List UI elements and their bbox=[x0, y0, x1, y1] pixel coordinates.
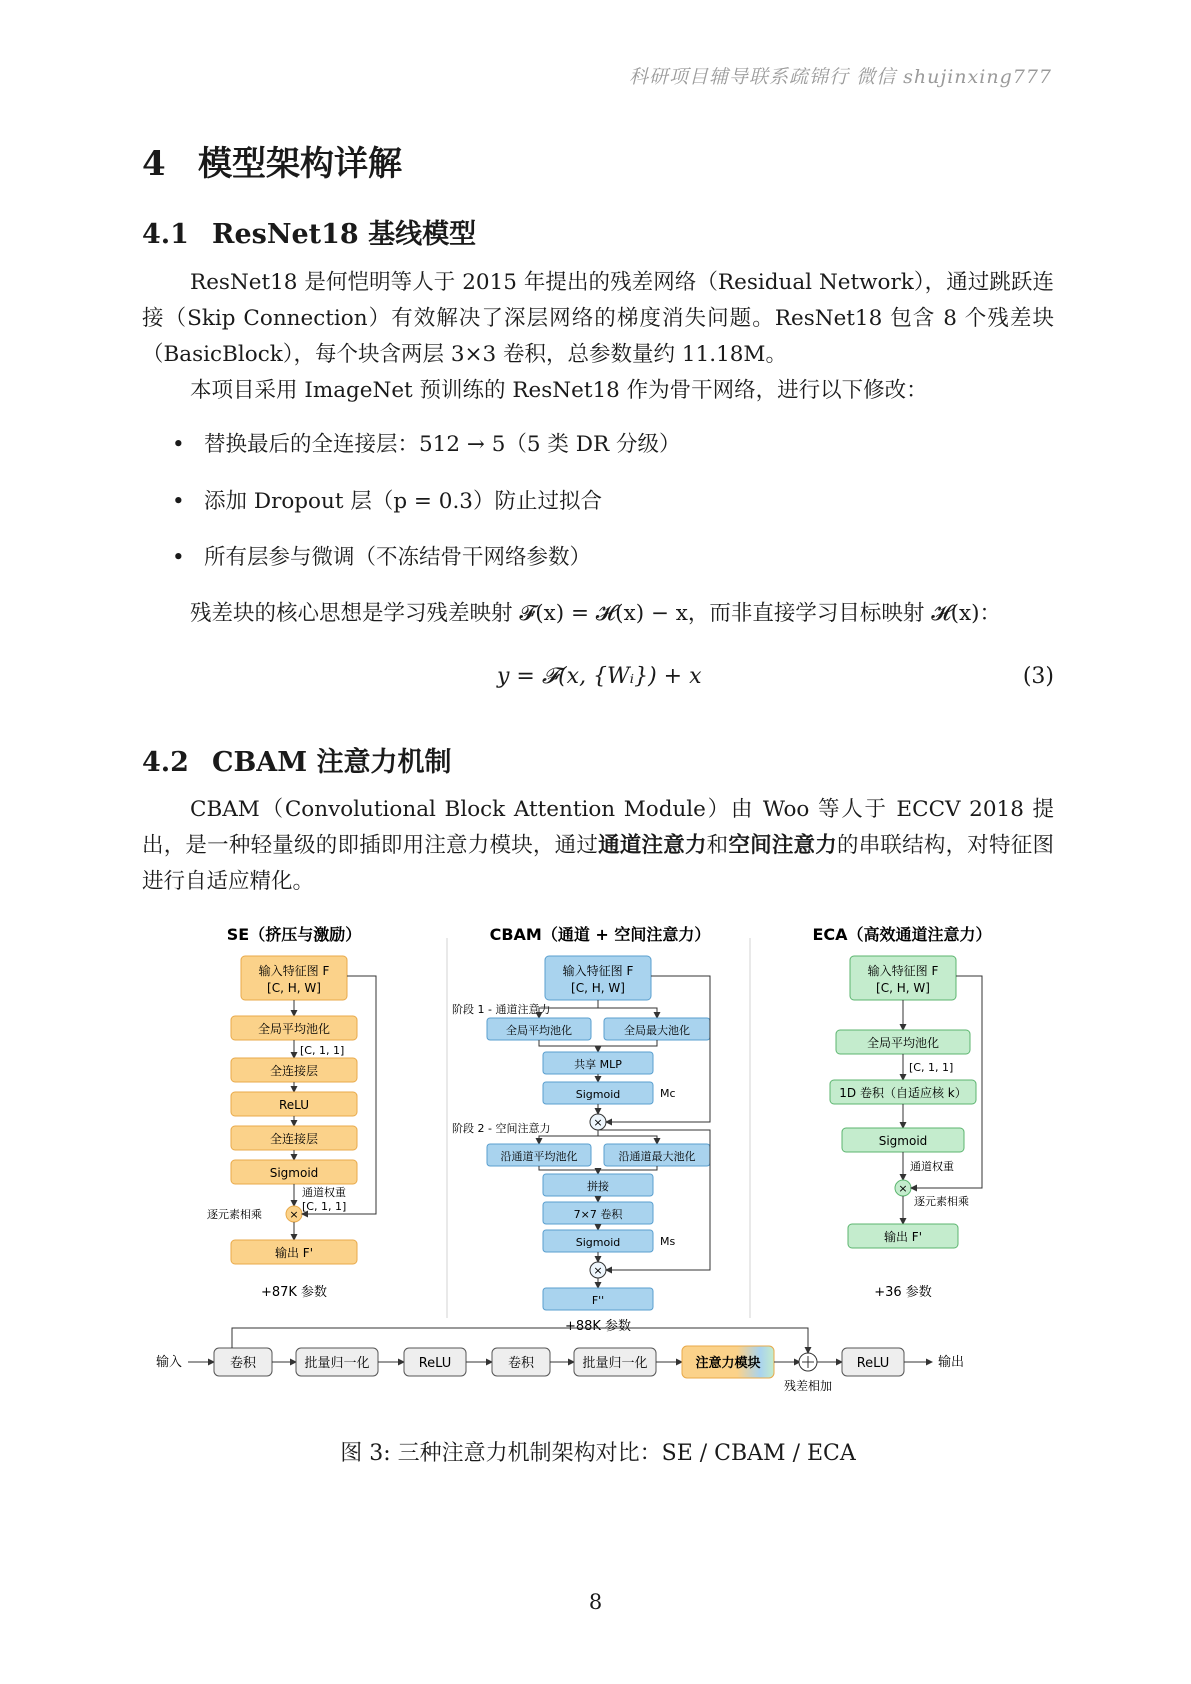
cbam-sigmoid1-box bbox=[543, 1082, 653, 1104]
figure-label: 逐元素相乘 bbox=[207, 1208, 262, 1221]
eca-title: ECA（高效通道注意力） bbox=[812, 925, 992, 944]
pipeline-conv1-box bbox=[214, 1348, 272, 1376]
paragraph-modifications: 本项目采用 ImageNet 预训练的 ResNet18 作为骨干网络，进行以下修改： bbox=[190, 378, 928, 403]
figure-label: Ms bbox=[660, 1235, 676, 1248]
figure-label: 注意力模块 bbox=[695, 1356, 761, 1371]
se-relu-box bbox=[231, 1092, 357, 1116]
figure-label: 输入特征图 F bbox=[867, 964, 939, 978]
subsection-number: 4.1 bbox=[142, 219, 189, 250]
figure-label: 沿通道最大池化 bbox=[618, 1150, 696, 1163]
section-number: 4 bbox=[142, 144, 166, 184]
se-gap-box bbox=[231, 1016, 357, 1040]
figure-label: 通道权重 bbox=[302, 1186, 346, 1199]
figure-label: [C, H, W] bbox=[876, 981, 930, 995]
se-fc1-box bbox=[231, 1058, 357, 1082]
se-sigmoid-box bbox=[231, 1160, 357, 1184]
se-output-box bbox=[231, 1240, 357, 1264]
bullet-item: • 添加 Dropout 层（p = 0.3）防止过拟合 bbox=[172, 489, 602, 514]
page-number: 8 bbox=[588, 1590, 603, 1614]
residual-add-icon bbox=[799, 1353, 817, 1371]
cbam-output-box bbox=[543, 1288, 653, 1310]
se-multiply-icon bbox=[286, 1206, 302, 1222]
equation-3 bbox=[142, 664, 1054, 700]
residual-label: 残差相加 bbox=[783, 1379, 833, 1393]
figure-label: 全局最大池化 bbox=[624, 1024, 690, 1037]
svg-text:×: × bbox=[898, 1182, 908, 1195]
subsection-title: CBAM 注意力机制 bbox=[212, 747, 452, 778]
figure-label: 通道权重 bbox=[910, 1160, 954, 1173]
figure-label: Sigmoid bbox=[878, 1134, 928, 1148]
figure-label: +36 参数 bbox=[874, 1285, 932, 1300]
figure-label: 批量归一化 bbox=[582, 1356, 648, 1371]
pipeline-bn2-box bbox=[574, 1348, 656, 1376]
figure-label: [C, 1, 1] bbox=[909, 1061, 954, 1074]
pipeline-relu1-box bbox=[404, 1348, 466, 1376]
pipeline-conv2-box bbox=[492, 1348, 550, 1376]
figure-label: ReLU bbox=[418, 1356, 452, 1371]
figure-caption: 图 3: 三种注意力机制架构对比：SE / CBAM / ECA bbox=[340, 1441, 856, 1466]
figure-label: Sigmoid bbox=[269, 1166, 319, 1180]
figure-label: 输入特征图 F bbox=[562, 964, 634, 978]
figure-label: [C, H, W] bbox=[571, 981, 625, 995]
eca-input-box bbox=[850, 956, 956, 1000]
figure-label: F'' bbox=[591, 1294, 605, 1307]
cbam-cmp-box bbox=[604, 1144, 710, 1166]
figure-label: 拼接 bbox=[587, 1180, 609, 1193]
bullet-item: • 所有层参与微调（不冻结骨干网络参数） bbox=[172, 545, 592, 570]
figure-label: 全连接层 bbox=[269, 1064, 319, 1078]
figure-label: 卷积 bbox=[507, 1356, 535, 1371]
svg-text:×: × bbox=[593, 1116, 603, 1129]
equation-tag: (3) bbox=[1022, 664, 1054, 689]
se-fc2-box bbox=[231, 1126, 357, 1150]
figure-label: Sigmoid bbox=[575, 1236, 621, 1249]
subsection-number: 4.2 bbox=[142, 747, 189, 778]
se-title: SE（挤压与激励） bbox=[226, 925, 362, 944]
pipeline-input-label: 输入 bbox=[156, 1355, 183, 1370]
section-heading bbox=[142, 136, 402, 185]
equation-body: y = 𝓕(x, {Wᵢ}) + x bbox=[497, 664, 702, 689]
figure-label: 输入特征图 F bbox=[258, 964, 330, 978]
subsection-heading-4-2 bbox=[142, 740, 452, 779]
figure-label: 沿通道平均池化 bbox=[500, 1150, 578, 1163]
figure-label: 阶段 1 - 通道注意力 bbox=[452, 1003, 551, 1016]
cbam-gap-box bbox=[487, 1018, 591, 1040]
figure-label: 批量归一化 bbox=[304, 1356, 370, 1371]
figure-label: 输出 F' bbox=[274, 1246, 314, 1260]
figure-label: 全局平均池化 bbox=[506, 1024, 572, 1037]
cbam-title: CBAM（通道 + 空间注意力） bbox=[489, 925, 711, 944]
cbam-multiply2-icon bbox=[590, 1262, 606, 1278]
figure-label: [C, 1, 1] bbox=[300, 1044, 345, 1057]
figure-label: 全连接层 bbox=[269, 1132, 319, 1146]
figure-label: 输出 F' bbox=[883, 1230, 923, 1244]
eca-conv-box bbox=[830, 1080, 976, 1104]
svg-text:×: × bbox=[289, 1208, 299, 1221]
figure-label: [C, H, W] bbox=[267, 981, 321, 995]
attention-architecture-figure bbox=[142, 918, 1054, 1418]
figure-label: 阶段 2 - 空间注意力 bbox=[452, 1122, 551, 1135]
page-header: 科研项目辅导联系疏锦行 微信 shujinxing777 bbox=[629, 66, 1052, 88]
section-title: 模型架构详解 bbox=[198, 144, 402, 184]
figure-label: +88K 参数 bbox=[564, 1319, 632, 1334]
figure-label: [C, 1, 1] bbox=[302, 1200, 347, 1213]
pipeline-relu2-box bbox=[842, 1348, 904, 1376]
figure-label: 1D 卷积（自适应核 k） bbox=[839, 1086, 967, 1100]
subsection-title: ResNet18 基线模型 bbox=[212, 219, 477, 250]
pipeline-attention-box bbox=[682, 1346, 774, 1378]
figure-label: ReLU bbox=[856, 1356, 890, 1371]
se-input-box bbox=[241, 956, 347, 1000]
paragraph-residual: 残差块的核心思想是学习残差映射 𝓕(x) = 𝓗(x) − x，而非直接学习目标映射 𝓗(x)： bbox=[190, 601, 1002, 626]
svg-text:×: × bbox=[593, 1264, 603, 1277]
figure-label: ReLU bbox=[278, 1098, 310, 1112]
figure-label: +87K 参数 bbox=[260, 1285, 328, 1300]
paragraph-cbam: CBAM（Convolutional Block Attention Module）由 Woo 等人于 ECCV 2018 提出，是一种轻量级的即插即用注意力模块，通过通道注意力和空间注意力的串联结构，对特征图进行自适应精化。 bbox=[142, 797, 1054, 894]
figure-label: 卷积 bbox=[229, 1356, 257, 1371]
paragraph-resnet-intro: ResNet18 是何恺明等人于 2015 年提出的残差网络（Residual Network），通过跳跃连接（Skip Connection）有效解决了深层网络的梯度消失问题。ResNet18 包含 8 个残差块（BasicBlock），每个块含两层 3×3 卷积，总参数量约 11.18M。 bbox=[142, 270, 1054, 367]
cbam-input-box bbox=[545, 956, 651, 1000]
eca-multiply-icon bbox=[895, 1180, 911, 1196]
eca-sigmoid-box bbox=[842, 1128, 964, 1152]
cbam-sigmoid2-box bbox=[543, 1230, 653, 1252]
bullet-item: • 替换最后的全连接层：512 → 5（5 类 DR 分级） bbox=[172, 432, 681, 457]
figure-label: 7×7 卷积 bbox=[573, 1208, 623, 1221]
eca-output-box bbox=[848, 1224, 958, 1248]
figure-label: Mc bbox=[660, 1087, 676, 1100]
figure-label: 逐元素相乘 bbox=[914, 1195, 969, 1208]
subsection-heading-4-1 bbox=[142, 212, 476, 251]
cbam-cap-box bbox=[487, 1144, 591, 1166]
pipeline-bn1-box bbox=[296, 1348, 378, 1376]
eca-gap-box bbox=[836, 1030, 970, 1054]
figure-label: 全局平均池化 bbox=[257, 1022, 331, 1036]
figure-label: Sigmoid bbox=[575, 1088, 621, 1101]
cbam-mlp-box bbox=[543, 1052, 653, 1074]
pipeline-output-label: 输出 bbox=[938, 1355, 965, 1370]
cbam-concat-box bbox=[543, 1174, 653, 1196]
figure-label: 全局平均池化 bbox=[866, 1036, 940, 1050]
cbam-multiply1-icon bbox=[590, 1114, 606, 1130]
cbam-gmp-box bbox=[604, 1018, 710, 1040]
cbam-conv-box bbox=[543, 1202, 653, 1224]
figure-label: 共享 MLP bbox=[574, 1058, 622, 1071]
